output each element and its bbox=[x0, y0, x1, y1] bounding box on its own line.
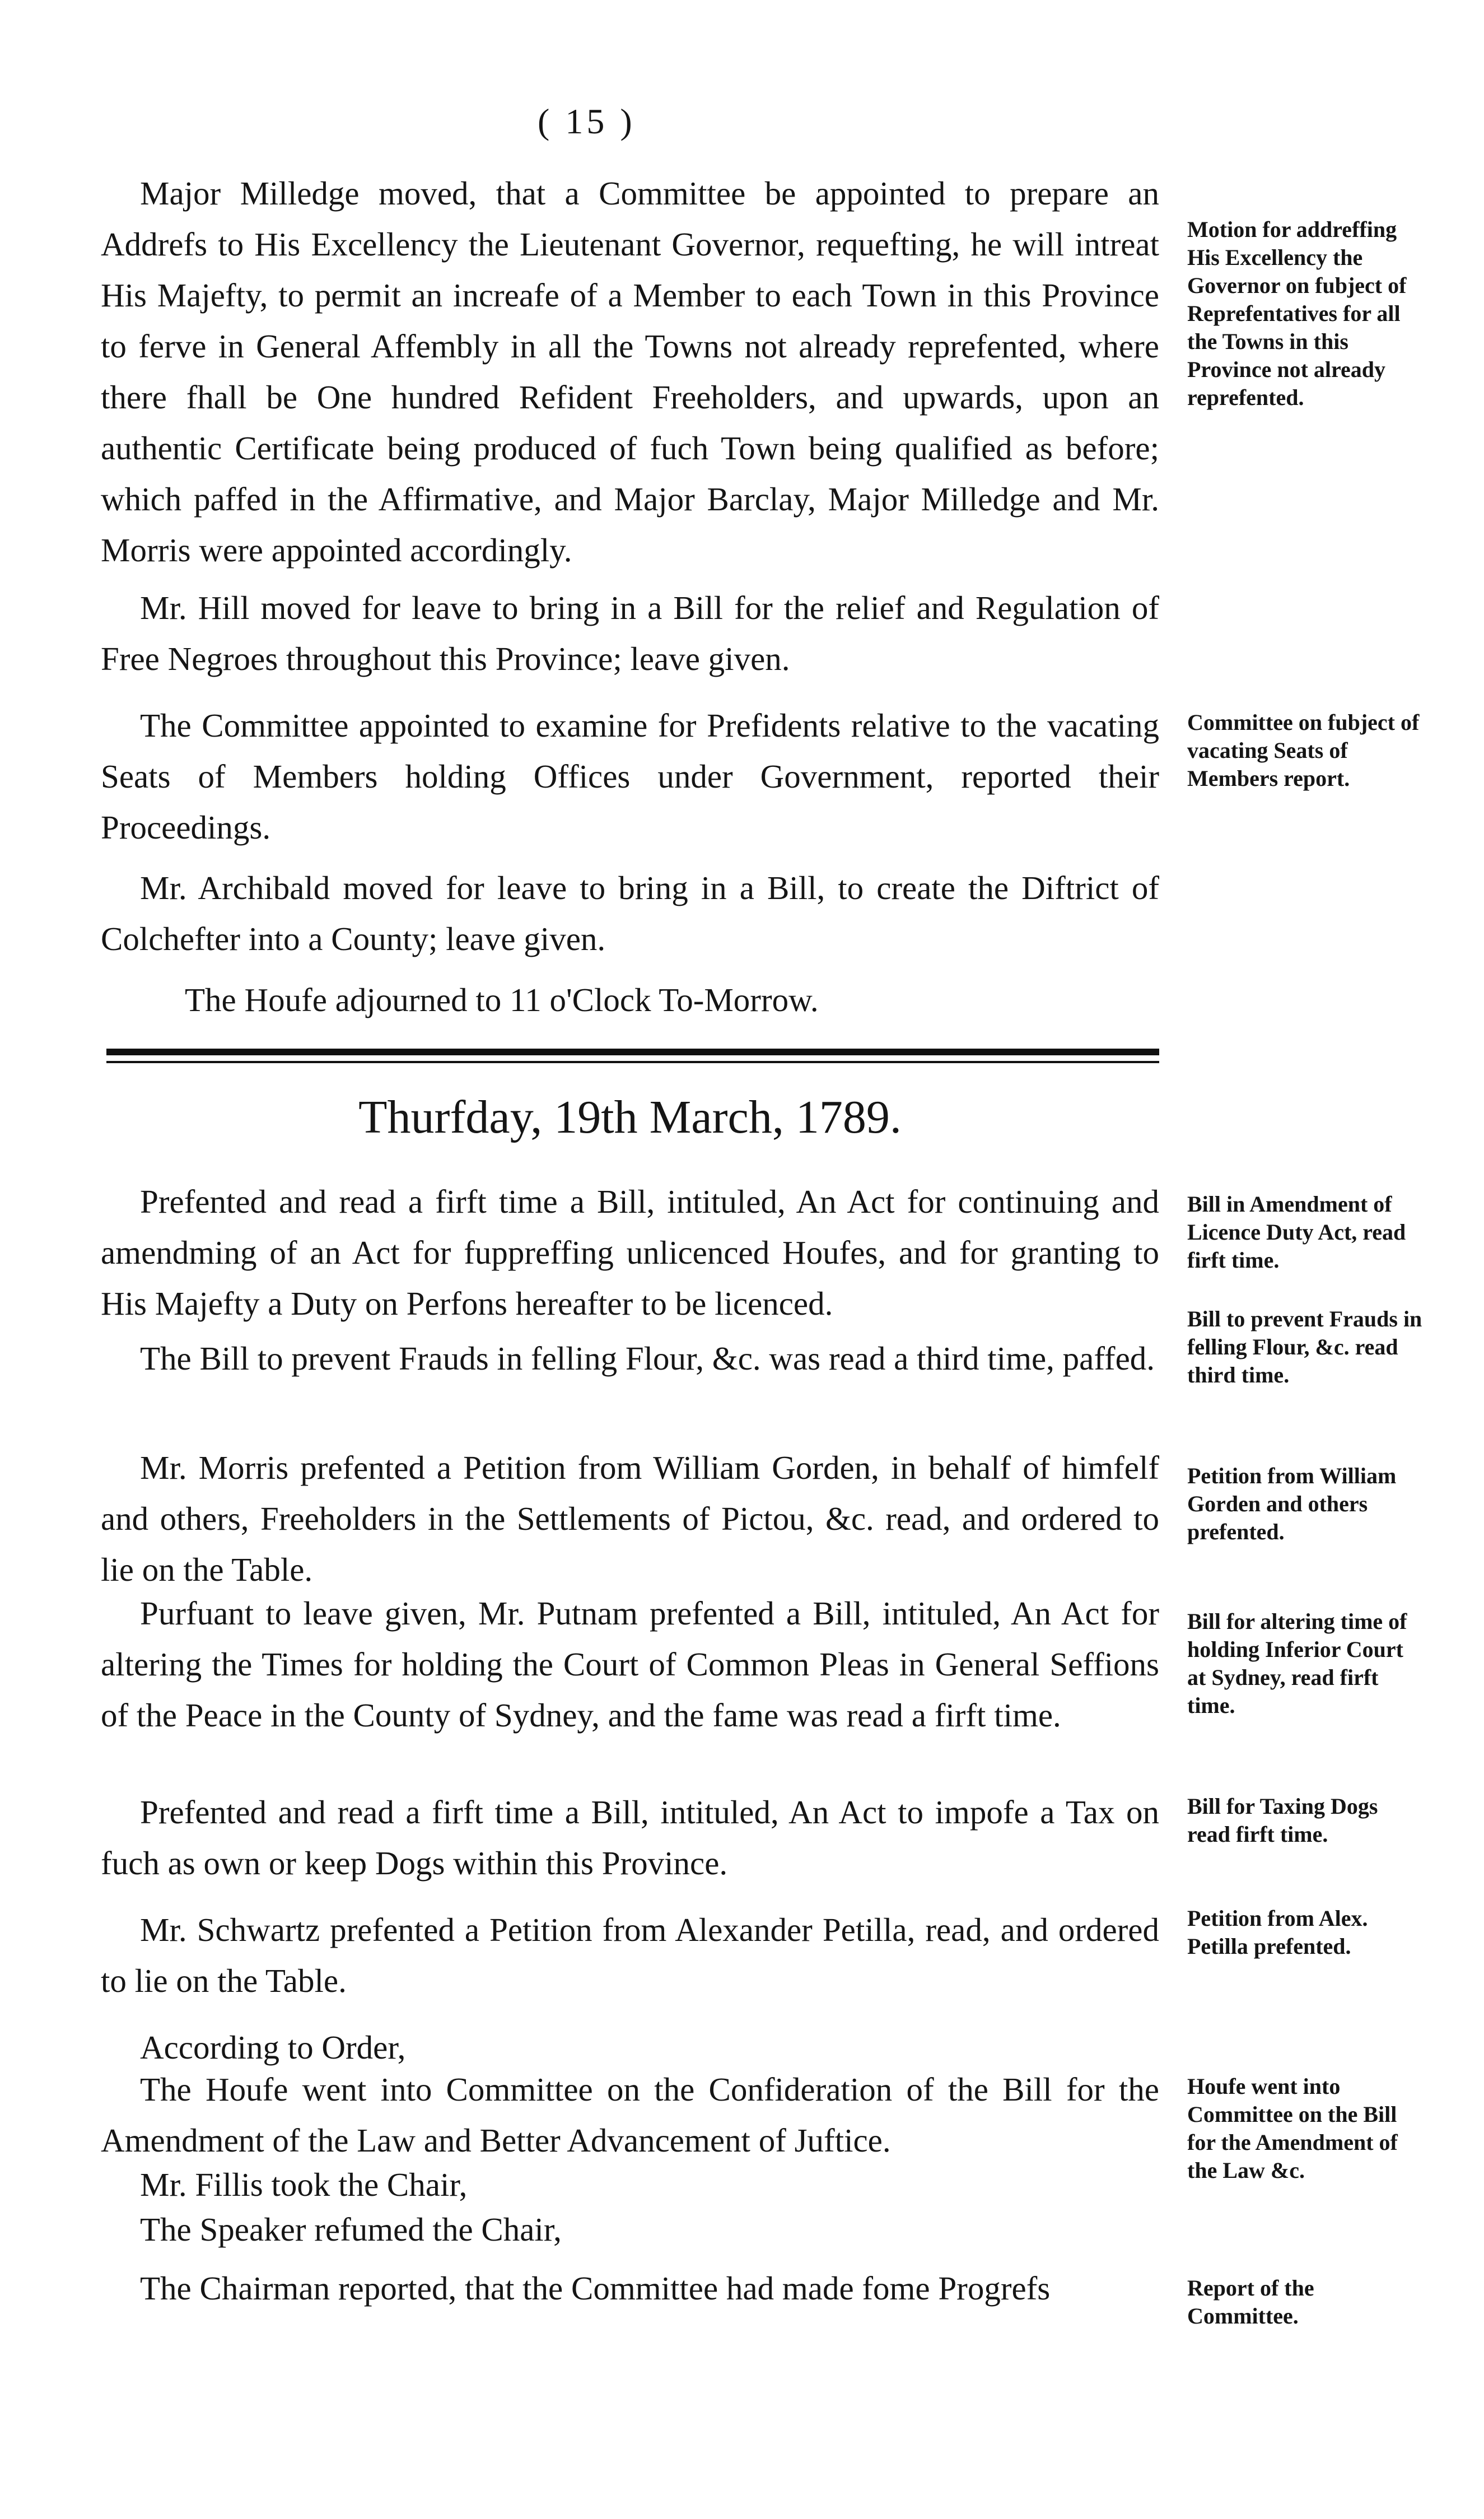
paragraph-committee-report bbox=[101, 700, 1159, 853]
paragraph-adjourned bbox=[101, 975, 1159, 1026]
paragraph-flour-bill bbox=[101, 1333, 1159, 1384]
paragraph-dogs-bill bbox=[101, 1787, 1159, 1889]
paragraph-text: The Houfe adjourned to 11 o'Clock To-Morrow. bbox=[185, 981, 819, 1018]
margin-note-gorden-petition: Petition from William Gorden and others prefented. bbox=[1187, 1463, 1397, 1544]
page-number: ( 15 ) bbox=[538, 101, 636, 141]
margin-note-law-committee: Houfe went into Committee on the Bill for the Amendment of the Law &c. bbox=[1187, 2074, 1398, 2183]
paragraph-text: Purfuant to leave given, Mr. Putnam prefented a Bill, intituled, An Act for altering the Times for holding the Court of Common Pleas in General Seffions of the Peace in the County of Sydney, and the fame was read a firft time. bbox=[101, 1595, 1159, 1734]
paragraph-putnam-bill bbox=[101, 1588, 1159, 1741]
margin-note-petilla-petition: Petition from Alex. Petilla prefented. bbox=[1187, 1906, 1368, 1959]
day-heading: Thurfday, 19th March, 1789. bbox=[358, 1091, 902, 1143]
paragraph-text: The Houfe went into Committee on the Confideration of the Bill for the Amendment of the Law and Better Advancement of Juftice. bbox=[101, 2071, 1159, 2159]
paragraph-text: Mr. Schwartz prefented a Petition from Alexander Petilla, read, and ordered to lie on the Table. bbox=[101, 1911, 1159, 1999]
paragraph-petilla-petition bbox=[101, 1905, 1159, 2006]
paragraph-licence-bill bbox=[101, 1176, 1159, 1329]
section-rule-thin bbox=[106, 1061, 1159, 1063]
margin-note-committee-report: Report of the Committee. bbox=[1187, 2275, 1314, 2329]
paragraph-text: The Speaker refumed the Chair, bbox=[140, 2211, 562, 2248]
paragraph-house-committee bbox=[101, 2064, 1159, 2166]
paragraph-text: Mr. Archibald moved for leave to bring in a Bill, to create the Diftrict of Colchefter into a County; leave given. bbox=[101, 869, 1159, 957]
paragraph-chairman-report bbox=[101, 2263, 1159, 2314]
paragraph-text: Mr. Fillis took the Chair, bbox=[140, 2166, 468, 2203]
margin-note-flour-bill: Bill to prevent Frauds in felling Flour, &c. read third time. bbox=[1187, 1306, 1422, 1387]
paragraph-fillis-chair bbox=[101, 2159, 1159, 2210]
paragraph-gorden-petition bbox=[101, 1442, 1159, 1595]
paragraph-motion-address bbox=[101, 168, 1159, 576]
paragraph-text: The Bill to prevent Frauds in felling Flour, &c. was read a third time, paffed. bbox=[140, 1340, 1155, 1377]
paragraph-hill-motion bbox=[101, 583, 1159, 685]
paragraph-text: The Committee appointed to examine for Prefidents relative to the vacating Seats of Members holding Offices under Government, reported their Proceedings. bbox=[101, 707, 1159, 846]
paragraph-text: Prefented and read a firft time a Bill, intituled, An Act to impofe a Tax on fuch as own or keep Dogs within this Province. bbox=[101, 1794, 1159, 1882]
paragraph-archibald-motion bbox=[101, 863, 1159, 965]
margin-note-vacating-seats: Committee on fubject of vacating Seats of Members report. bbox=[1187, 710, 1420, 791]
margin-note-motion-address: Motion for addreffing His Excellency the Governor on fubject of Reprefentatives for all the Towns in this Province not already reprefented. bbox=[1187, 217, 1407, 410]
section-rule-thick bbox=[106, 1049, 1159, 1055]
paragraph-text: The Chairman reported, that the Committee had made fome Progrefs bbox=[140, 2270, 1051, 2307]
paragraph-speaker-chair bbox=[101, 2204, 1159, 2255]
paragraph-text: Mr. Morris prefented a Petition from William Gorden, in behalf of himfelf and others, Freeholders in the Settlements of Pictou, &c. read, and ordered to lie on the Table. bbox=[101, 1449, 1159, 1588]
margin-note-sydney-court: Bill for altering time of holding Inferior Court at Sydney, read firft time. bbox=[1187, 1609, 1407, 1718]
margin-note-licence-bill: Bill in Amendment of Licence Duty Act, read firft time. bbox=[1187, 1191, 1406, 1273]
paragraph-text: Mr. Hill moved for leave to bring in a Bill for the relief and Regulation of Free Negroes throughout this Province; leave given. bbox=[101, 589, 1159, 677]
paragraph-text: Prefented and read a firft time a Bill, intituled, An Act for continuing and amendming of an Act for fuppreffing unlicenced Houfes, and for granting to His Majefty a Duty on Perfons hereafter to be licenced. bbox=[101, 1183, 1159, 1322]
paragraph-text: According to Order, bbox=[140, 2029, 406, 2066]
margin-note-dogs-bill: Bill for Taxing Dogs read firft time. bbox=[1187, 1794, 1378, 1847]
paragraph-text: Major Milledge moved, that a Committee be appointed to prepare an Addrefs to His Excellency the Lieutenant Governor, requefting, he will intreat His Majefty, to permit an increafe of a Member to each Town in this Province to ferve in General Affembly in all the Towns not already reprefented, where there fhall be One hundred Refident Freeholders, and upwards, upon an authentic Certificate being produced of fuch Town being qualified as before; which paffed in the Affirmative, and Major Barclay, Major Milledge and Mr. Morris were appointed accordingly. bbox=[101, 175, 1159, 569]
